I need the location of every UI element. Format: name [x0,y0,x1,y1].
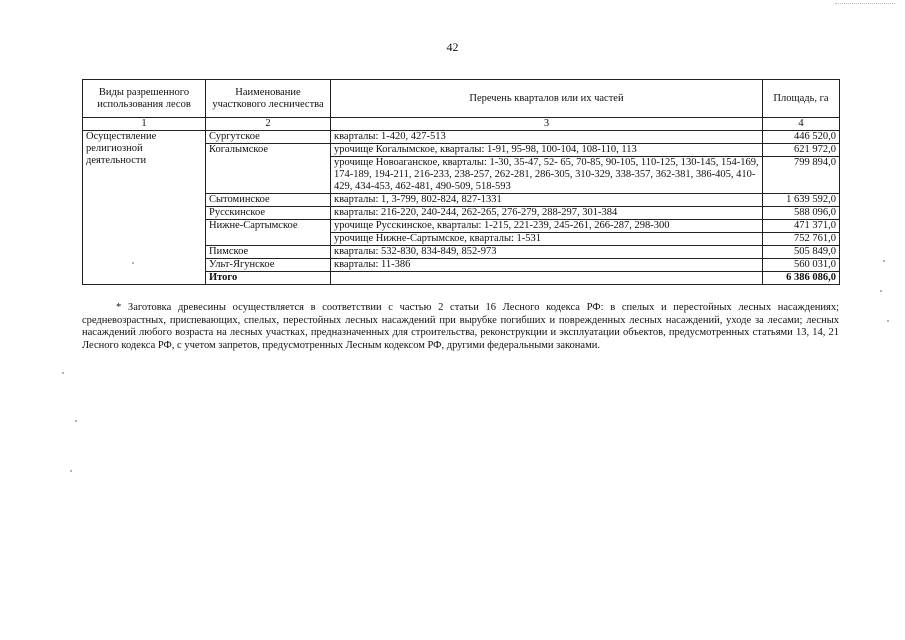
forestry-cell: Пимское [206,246,331,259]
scan-speck [887,320,889,322]
page-number: 42 [446,40,459,54]
quarters-cell: урочище Нижне-Сартымское, кварталы: 1-531 [331,233,763,246]
area-cell: 560 031,0 [763,259,840,272]
total-empty-cell [331,272,763,285]
footnote-text: * Заготовка древесины осуществляется в соответствии с частью 2 статьи 16 Лесного кодекса РФ: в спелых и перестойных лесных насаждениях; средневозрастных, приспевающих, спелых, перестойных лесных насаждений при вырубке погибших и поврежденных лесных насаждений, уходе за лесами; лесных насаждений любого возраста на лесных участках, предназначенных для строительства, реконструкции и эксплуатации объектов, предусмотренных статьями 13, 14, 21 Лесного кодекса РФ, с учетом запретов, предусмотренных Лесным кодексом РФ, другими федеральными законами. [82,302,839,351]
quarters-cell: урочище Новоаганское, кварталы: 1-30, 35-47, 52- 65, 70-85, 90-105, 110-125, 130-145, 154-169, 174-189, 194-211, 216-233, 238-257, 262-281, 286-305, 310-329, 338-357, 362-381, 386-405, 410-429, 434-453, 462-481, 490-509, 518-593 [331,157,763,194]
quarters-cell: кварталы: 1, 3-799, 802-824, 827-1331 [331,194,763,207]
header-forestry: Наименование участкового лесничества [206,80,331,118]
footnote [82,302,839,352]
scan-artifact-line [835,3,895,4]
table-header-row [83,80,840,118]
area-cell: 799 894,0 [763,157,840,194]
scan-speck [62,372,64,374]
forestry-cell: Ульт-Ягунское [206,259,331,272]
header-use-type: Виды разрешенного использования лесов [83,80,206,118]
column-number: 1 [83,118,206,131]
area-cell: 752 761,0 [763,233,840,246]
quarters-cell: кварталы: 11-386 [331,259,763,272]
forestry-cell: Сытоминское [206,194,331,207]
area-cell: 588 096,0 [763,207,840,220]
column-number: 3 [331,118,763,131]
forestry-cell: Русскинское [206,207,331,220]
scan-speck [883,260,885,262]
forestry-cell: Когалымское [206,144,331,194]
forest-use-table [82,79,840,285]
quarters-cell: кварталы: 216-220, 240-244, 262-265, 276-279, 288-297, 301-384 [331,207,763,220]
use-type-cell: Осуществление религиозной деятельности [83,131,206,285]
quarters-cell: кварталы: 532-830, 834-849, 852-973 [331,246,763,259]
quarters-cell: урочище Когалымское, кварталы: 1-91, 95-98, 100-104, 108-110, 113 [331,144,763,157]
area-cell: 471 371,0 [763,220,840,233]
total-area: 6 386 086,0 [763,272,840,285]
column-number: 4 [763,118,840,131]
header-quarters: Перечень кварталов или их частей [331,80,763,118]
header-area: Площадь, га [763,80,840,118]
scan-speck [75,420,77,422]
area-cell: 505 849,0 [763,246,840,259]
scan-speck [880,290,882,292]
quarters-cell: урочище Русскинское, кварталы: 1-215, 221-239, 245-261, 266-287, 298-300 [331,220,763,233]
area-cell: 621 972,0 [763,144,840,157]
scan-speck [132,262,134,264]
table-row [83,131,840,144]
column-number-row [83,118,840,131]
column-number: 2 [206,118,331,131]
forestry-cell: Сургутское [206,131,331,144]
area-cell: 446 520,0 [763,131,840,144]
total-label: Итого [206,272,331,285]
scan-speck [70,470,72,472]
area-cell: 1 639 592,0 [763,194,840,207]
forestry-cell: Нижне-Сартымское [206,220,331,246]
quarters-cell: кварталы: 1-420, 427-513 [331,131,763,144]
